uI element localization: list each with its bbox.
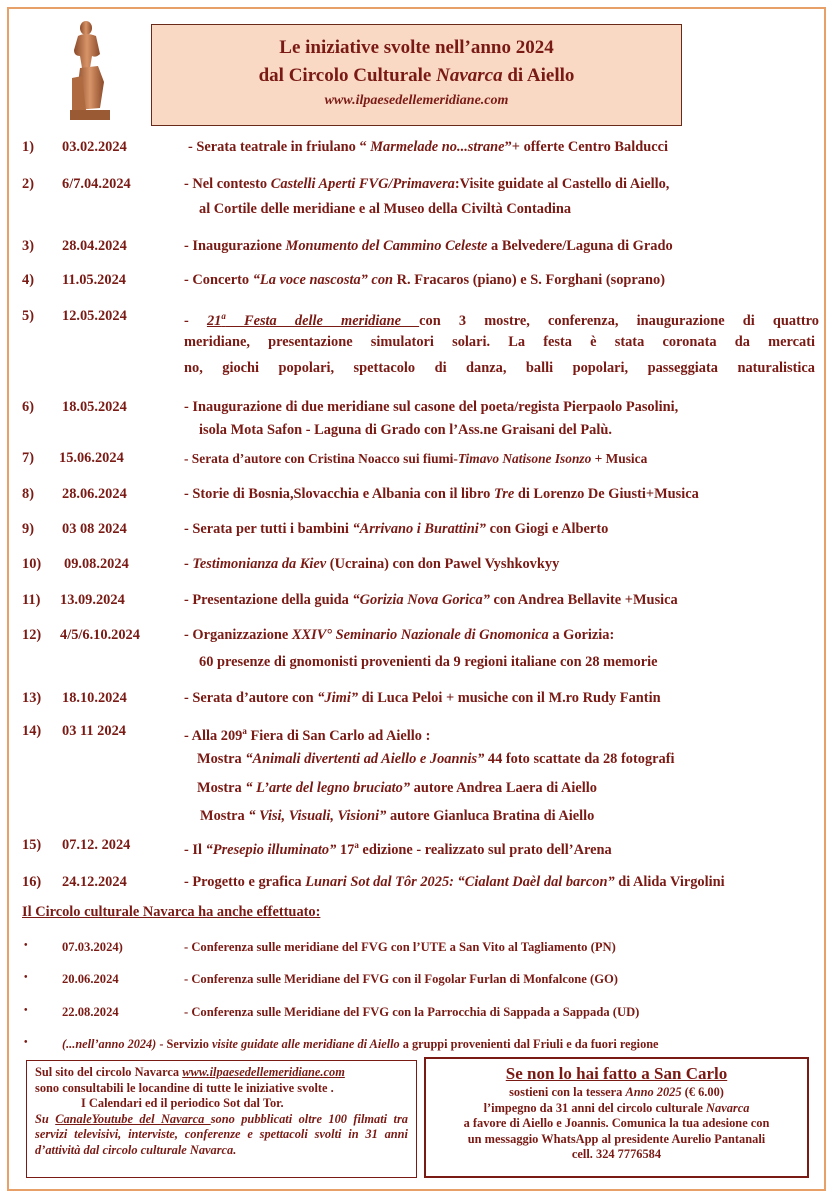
event-continuation: al Cortile delle meridiane e al Museo della Civiltà Contadina [199,201,572,217]
event-continuation: no, giochi popolari, spettacolo di danza, balli popolari, passeggiata naturalistica [184,360,815,376]
membership-title: Se non lo hai fatto a San Carlo [505,1064,728,1083]
title-line-1: Le iniziative svolte nell’anno 2024 [279,37,554,58]
website-link[interactable]: www.ilpaesedellemeridiane.com [182,1065,345,1079]
event-continuation: meridiane, presentazione simulatori solari. La festa è stata coronata da mercati [184,334,815,350]
info-box-website: Sul sito del circolo Navarca www.ilpaesedellemeridiane.com sono consultabili le locandine di tutte le iniziative svolte . I Calendari ed il periodico Sot dal Tor. Su CanaleYoutube del Navarca sono pubblicati oltre 100 filmati tra servizi televisivi, interviste, conferenze e spettacoli svolti in 31 anni d’attività dal circolo culturale Navarca. [26,1060,417,1178]
exhibit-line: Mostra “ Visi, Visuali, Visioni” autore Gianluca Bratina di Aiello [200,808,595,824]
section-title: Il Circolo culturale Navarca ha anche effettuato: [22,904,321,920]
statue-image [56,18,128,123]
bullet-icon: • [24,972,28,983]
youtube-link[interactable]: CanaleYoutube del Navarca [55,1111,211,1126]
bullet-icon: • [24,1005,28,1016]
bullet-icon: • [24,940,28,951]
title-line-2: dal Circolo Culturale Navarca di Aiello [258,65,575,86]
info-box-membership: Se non lo hai fatto a San Carlo sostieni con la tessera Anno 2025 (€ 6.00) l’impegno da 31 anni del circolo culturale Navarca a favore di Aiello e Joannis. Comunica la tua adesione con un messaggio WhatsApp al presidente Aurelio Pantanali cell. 324 7776584 [424,1057,809,1178]
bullet-icon: • [24,1037,28,1048]
exhibit-line: Mostra “Animali divertenti ad Aiello e Joannis” 44 foto scattate da 28 fotografi [197,751,675,767]
event-continuation: 60 presenze di gnomonisti provenienti da 9 regioni italiane con 28 memorie [199,654,658,670]
event-continuation: isola Mota Safon - Laguna di Grado con l’Ass.ne Graisani del Palù. [199,422,612,438]
website-link[interactable]: www.ilpaesedellemeridiane.com [324,93,509,108]
exhibit-line: Mostra “ L’arte del legno bruciato” autore Andrea Laera di Aiello [197,780,597,796]
title-box [151,24,682,126]
